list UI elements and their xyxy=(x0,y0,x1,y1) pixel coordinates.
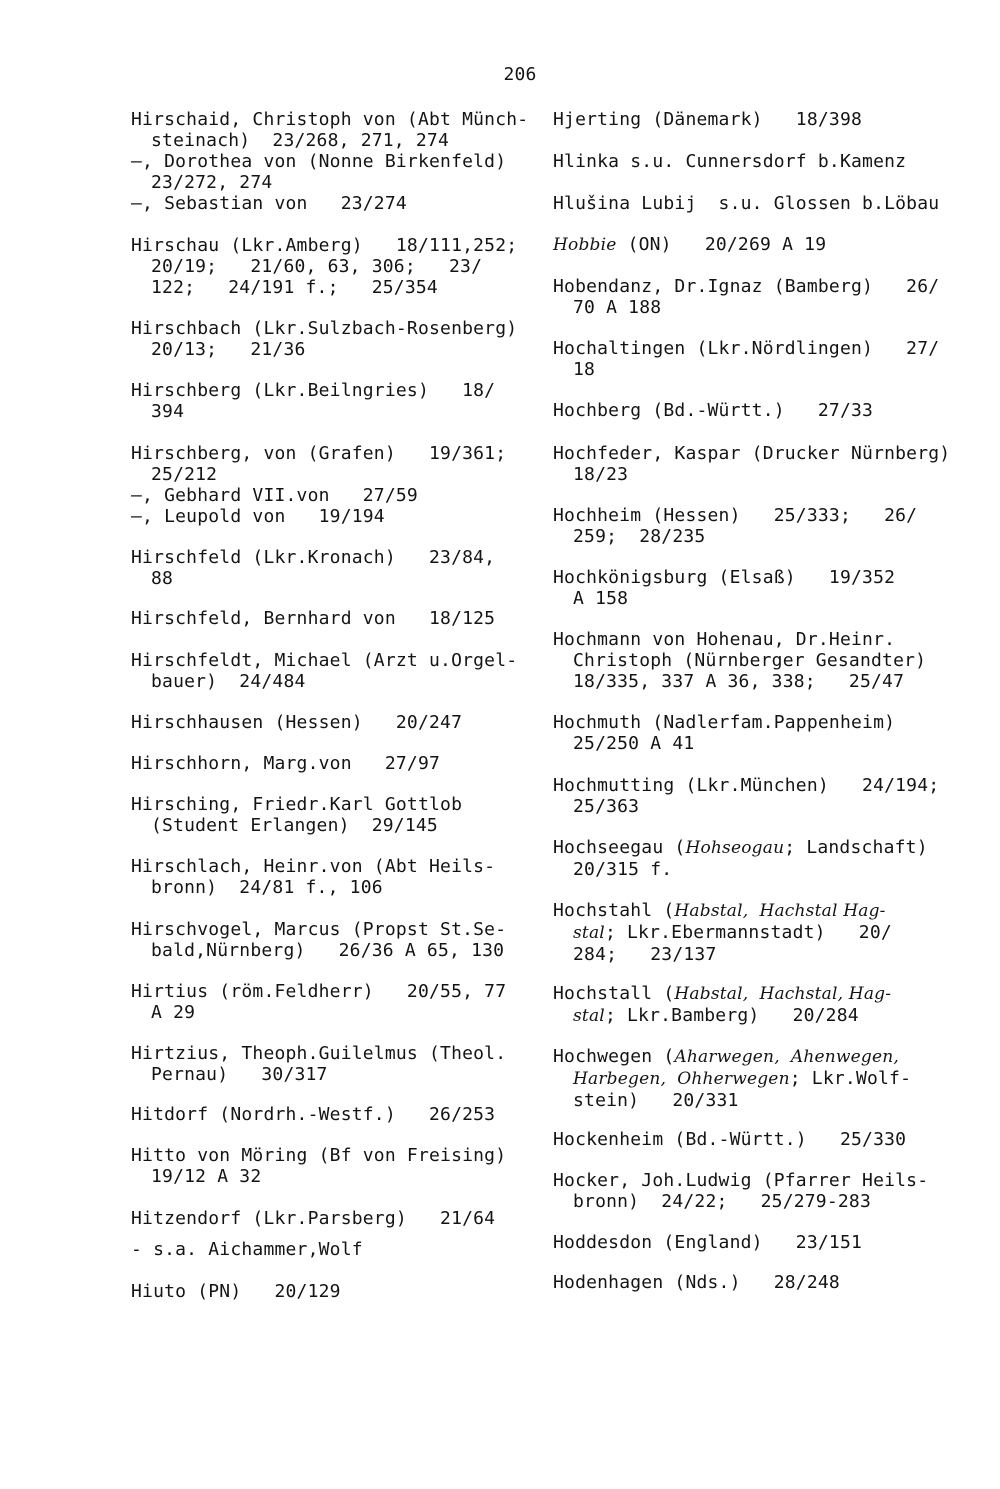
entry-line: Hoddesdon (England) 23/151 xyxy=(553,1232,863,1253)
index-entry xyxy=(553,400,933,421)
index-entry xyxy=(553,443,951,485)
index-entry xyxy=(553,775,940,817)
entry-line: 20/19; 21/60, 63, 306; 23/ xyxy=(151,256,483,277)
entry-line: Hirschberg, von (Grafen) 19/361; xyxy=(131,443,507,464)
entry-line xyxy=(748,900,759,921)
entry-line: - s.a. Aichammer,Wolf xyxy=(131,1239,363,1260)
entry-line: Hochberg (Bd.-Württ.) 27/33 xyxy=(553,400,874,421)
entry-line: —, Gebhard VII.von 27/59 xyxy=(131,485,418,506)
entry-line: Hirsching, Friedr.Karl Gottlob xyxy=(131,794,463,815)
index-entry xyxy=(553,712,933,754)
entry-line: Hlušina Lubij s.u. Glossen b.Löbau xyxy=(553,193,940,214)
index-entry xyxy=(131,1043,526,1085)
index-entry xyxy=(131,109,529,151)
italic-placename: Hachstal xyxy=(759,901,838,921)
entry-line: 25/212 xyxy=(151,464,218,485)
entry-line: 20/315 f. xyxy=(573,859,673,880)
entry-line: Hochstahl ( xyxy=(553,900,675,921)
entry-line: bald,Nürnberg) 26/36 A 65, 130 xyxy=(151,940,505,961)
index-entry xyxy=(131,1239,526,1260)
index-entry xyxy=(131,753,526,774)
entry-line: 19/12 A 32 xyxy=(151,1166,262,1187)
index-entry xyxy=(553,1272,933,1293)
index-entry xyxy=(131,485,526,506)
index-entry xyxy=(553,276,940,318)
italic-placename: Hobbie xyxy=(553,235,617,255)
entry-line: steinach) 23/268, 271, 274 xyxy=(151,130,449,151)
italic-placename: stal xyxy=(573,1006,605,1026)
entry-line: 25/250 A 41 xyxy=(573,733,695,754)
index-entry xyxy=(553,1129,933,1150)
entry-line: Hirschaid, Christoph von (Abt Münch- xyxy=(131,109,529,130)
index-entry xyxy=(553,837,933,880)
index-entry xyxy=(131,1208,526,1229)
italic-placename: Habstal, xyxy=(674,984,749,1004)
entry-line: 284; 23/137 xyxy=(573,944,717,965)
index-entry xyxy=(131,235,526,298)
entry-line: Pernau) 30/317 xyxy=(151,1064,328,1085)
index-entry xyxy=(131,919,526,961)
entry-line: A 158 xyxy=(573,588,629,609)
entry-line: Hiuto (PN) 20/129 xyxy=(131,1281,341,1302)
italic-placename: Hag- xyxy=(843,984,892,1004)
index-entry xyxy=(131,981,526,1023)
index-entry xyxy=(131,794,526,836)
entry-line: Hockenheim (Bd.-Württ.) 25/330 xyxy=(553,1129,907,1150)
index-entry xyxy=(553,234,933,256)
entry-line: Hirtius (röm.Feldherr) 20/55, 77 xyxy=(131,981,507,1002)
entry-line: stein) 20/331 xyxy=(573,1090,739,1111)
index-entry xyxy=(131,547,526,589)
entry-line: Hochseegau ( xyxy=(553,837,686,858)
entry-line: —, Sebastian von 23/274 xyxy=(131,193,407,214)
entry-line: Hirschau (Lkr.Amberg) 18/111,252; xyxy=(131,235,518,256)
entry-line: Hirschfeld (Lkr.Kronach) 23/84, xyxy=(131,547,496,568)
entry-line: Hitto von Möring (Bf von Freising) xyxy=(131,1145,507,1166)
index-entry xyxy=(131,856,526,898)
entry-line: 259; 28/235 xyxy=(573,526,706,547)
entry-line: Hitzendorf (Lkr.Parsberg) 21/64 xyxy=(131,1208,496,1229)
index-entry xyxy=(553,900,933,965)
italic-placename: Ahenwegen, xyxy=(790,1047,900,1067)
index-entry xyxy=(131,443,526,485)
entry-line: 88 xyxy=(151,568,174,589)
entry-line: bronn) 24/81 f., 106 xyxy=(151,877,383,898)
index-entry xyxy=(131,318,526,360)
index-entry xyxy=(131,1104,526,1125)
italic-placename: stal xyxy=(573,923,605,943)
index-entry xyxy=(553,505,933,547)
entry-line: 122; 24/191 f.; 25/354 xyxy=(151,277,438,298)
entry-line: 394 xyxy=(151,401,185,422)
entry-line: Hochfeder, Kaspar (Drucker Nürnberg) xyxy=(553,443,951,464)
entry-line: Hirschberg (Lkr.Beilngries) 18/ xyxy=(131,380,496,401)
index-entry xyxy=(131,1281,526,1302)
index-entry xyxy=(131,151,526,193)
entry-line: Hirschfeldt, Michael (Arzt u.Orgel- xyxy=(131,650,518,671)
entry-line: Hirschlach, Heinr.von (Abt Heils- xyxy=(131,856,496,877)
entry-line: ; Lkr.Bamberg) 20/284 xyxy=(604,1005,859,1026)
entry-line: 18/23 xyxy=(573,464,629,485)
entry-line: Hirtzius, Theoph.Guilelmus (Theol. xyxy=(131,1043,507,1064)
entry-line: —, Leupold von 19/194 xyxy=(131,506,385,527)
italic-placename: Harbegen, xyxy=(573,1069,667,1089)
entry-line: Hitdorf (Nordrh.-Westf.) 26/253 xyxy=(131,1104,496,1125)
entry-line: Hobendanz, Dr.Ignaz (Bamberg) 26/ xyxy=(553,276,940,297)
index-entry xyxy=(131,608,526,629)
entry-line: A 29 xyxy=(151,1002,196,1023)
entry-line: Hjerting (Dänemark) 18/398 xyxy=(553,109,863,130)
entry-line: Hochheim (Hessen) 25/333; 26/ xyxy=(553,505,918,526)
index-entry xyxy=(553,338,940,380)
italic-placename: Habstal, xyxy=(674,901,749,921)
entry-line: ; Lkr.Ebermannstadt) 20/ xyxy=(604,922,892,943)
entry-line: Christoph (Nürnberger Gesandter) xyxy=(573,650,927,671)
entry-line: Hirschhorn, Marg.von 27/97 xyxy=(131,753,441,774)
index-entry xyxy=(553,1232,933,1253)
italic-placename: Hohseogau xyxy=(685,838,785,858)
index-entry xyxy=(553,983,933,1027)
entry-line: bronn) 24/22; 25/279-283 xyxy=(573,1191,871,1212)
entry-line: Hochmuth (Nadlerfam.Pappenheim) xyxy=(553,712,896,733)
index-entry xyxy=(553,109,933,130)
italic-placename: Ohherwegen xyxy=(677,1069,790,1089)
entry-line: Hirschfeld, Bernhard von 18/125 xyxy=(131,608,496,629)
italic-placename: Hachstal, xyxy=(759,984,844,1004)
italic-placename: Hag- xyxy=(837,901,886,921)
index-entry xyxy=(553,1170,933,1212)
entry-line: Hochwegen ( xyxy=(553,1046,675,1067)
entry-line: ; Lkr.Wolf- xyxy=(789,1068,912,1089)
entry-line: Hochkönigsburg (Elsaß) 19/352 xyxy=(553,567,896,588)
entry-line: Hocker, Joh.Ludwig (Pfarrer Heils- xyxy=(553,1170,929,1191)
italic-placename: Aharwegen, xyxy=(674,1047,780,1067)
entry-line: bauer) 24/484 xyxy=(151,671,306,692)
index-entry xyxy=(553,629,933,692)
index-entry xyxy=(131,712,526,733)
entry-line: Hirschhausen (Hessen) 20/247 xyxy=(131,712,463,733)
index-entry xyxy=(553,567,933,609)
index-entry xyxy=(131,193,526,214)
entry-line xyxy=(748,983,759,1004)
index-entry xyxy=(553,151,933,172)
entry-line: —, Dorothea von (Nonne Birkenfeld) xyxy=(131,151,507,172)
entry-line: Hirschvogel, Marcus (Propst St.Se- xyxy=(131,919,507,940)
entry-line: Hochaltingen (Lkr.Nördlingen) 27/ xyxy=(553,338,940,359)
entry-line: 18 xyxy=(573,359,596,380)
entry-line: (ON) 20/269 A 19 xyxy=(616,234,827,255)
entry-line: 20/13; 21/36 xyxy=(151,339,306,360)
entry-line: Hochmutting (Lkr.München) 24/194; xyxy=(553,775,940,796)
index-entry xyxy=(131,506,526,527)
entry-line: 25/363 xyxy=(573,796,640,817)
index-entry xyxy=(553,1046,933,1111)
entry-line: ; Landschaft) xyxy=(784,837,928,858)
entry-line: Hirschbach (Lkr.Sulzbach-Rosenberg) xyxy=(131,318,518,339)
page-number: 206 xyxy=(503,64,537,85)
entry-line: 70 A 188 xyxy=(573,297,662,318)
entry-line xyxy=(780,1046,791,1067)
entry-line: Hodenhagen (Nds.) 28/248 xyxy=(553,1272,840,1293)
index-entry xyxy=(553,193,940,214)
entry-line: Hochstall ( xyxy=(553,983,675,1004)
index-entry xyxy=(131,380,526,422)
index-entry xyxy=(131,650,526,692)
entry-line: 18/335, 337 A 36, 338; 25/47 xyxy=(573,671,905,692)
entry-line: Hochmann von Hohenau, Dr.Heinr. xyxy=(553,629,896,650)
entry-line: (Student Erlangen) 29/145 xyxy=(151,815,438,836)
entry-line: 23/272, 274 xyxy=(151,172,273,193)
entry-line xyxy=(666,1068,677,1089)
entry-line: Hlinka s.u. Cunnersdorf b.Kamenz xyxy=(553,151,907,172)
index-entry xyxy=(131,1145,526,1187)
